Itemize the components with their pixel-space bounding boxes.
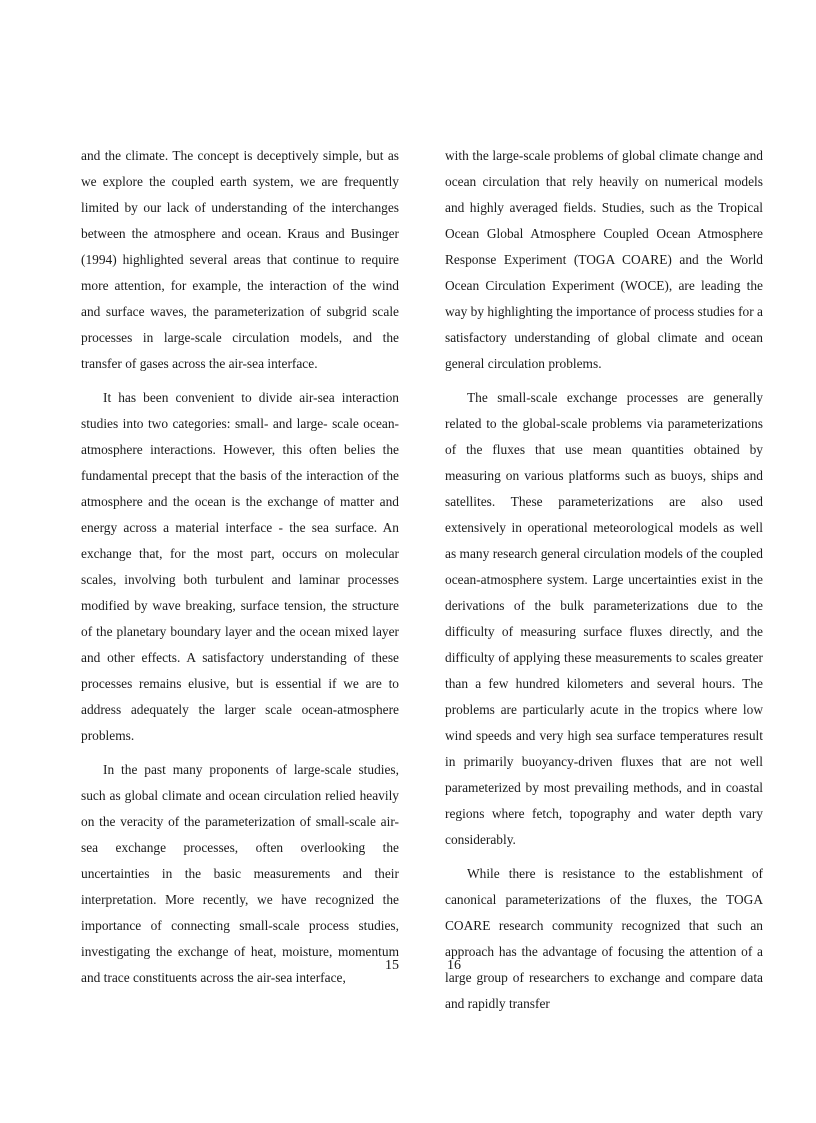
right-paragraph: The small-scale exchange processes are generally related to the global-scale problems via parameterizations of the fluxes that use mean quantities obtained by measuring on various platforms such as buoys, ships and satellites. These parameterizations are also used extensively in operational meteorological models as well as many research general circulation models of the coupled ocean-atmosphere system. Large uncertainties exist in the derivations of the bulk parameterizations due to the difficulty of measuring surface fluxes directly, and the difficulty of applying these measurements to scales greater than a few hundred kilometers and several hours. The problems are particularly acute in the tropics where low wind speeds and very high sea surface temperatures result in primarily buoyancy-driven fluxes that are not well parameterized by most prevailing methods, and in coastal regions where fetch, topography and water depth vary considerably. xyxy=(445,390,763,847)
left-paragraph: It has been convenient to divide air-sea interaction studies into two categories: small- and large- scale ocean-atmosphere interactions. However, this often belies the fundamental precept that the basis of the interaction of the atmosphere and the ocean is the exchange of matter and energy across a material interface - the sea surface. An exchange that, for the most part, occurs on molecular scales, involving both turbulent and laminar processes modified by wave breaking, surface tension, the structure of the planetary boundary layer and the ocean mixed layer and other effects. A satisfactory understanding of these processes remains elusive, but is essential if we are to address adequately the larger scale ocean-atmosphere problems. xyxy=(81,390,399,743)
left-paragraph-continuation: and the climate. The concept is deceptively simple, but as we explore the coupled earth system, we are frequently limited by our lack of understanding of the interchanges between the atmosphere and ocean. Kraus and Businger (1994) highlighted several areas that continue to require more attention, for example, the interaction of the wind and surface waves, the parameterization of subgrid scale processes in large-scale circulation models, and the transfer of gases across the air-sea interface. xyxy=(81,148,399,371)
right-paragraph: While there is resistance to the establishment of canonical parameterizations of the fluxes, the TOGA COARE research community recognized that such an approach has the advantage of focusing the attention of a large group of researchers to exchange and compare data and rapidly transfer xyxy=(445,866,763,1011)
left-page-text-column xyxy=(81,143,399,999)
left-page-number: 15 xyxy=(385,958,399,973)
right-page-text-column xyxy=(445,143,763,1025)
right-paragraph-continuation: with the large-scale problems of global climate change and ocean circulation that rely heavily on numerical models and highly averaged fields. Studies, such as the Tropical Ocean Global Atmosphere Coupled Ocean Atmosphere Response Experiment (TOGA COARE) and the World Ocean Circulation Experiment (WOCE), are leading the way by highlighting the importance of process studies for a satisfactory understanding of global climate and ocean general circulation problems. xyxy=(445,148,763,371)
right-page-number: 16 xyxy=(447,958,461,973)
left-paragraph: In the past many proponents of large-scale studies, such as global climate and ocean circulation relied heavily on the veracity of the parameterization of small-scale air-sea exchange processes, often overlooking the uncertainties in the basic measurements and their interpretation. More recently, we have recognized the importance of connecting small-scale process studies, investigating the exchange of heat, moisture, momentum and trace constituents across the air-sea interface, xyxy=(81,762,399,985)
